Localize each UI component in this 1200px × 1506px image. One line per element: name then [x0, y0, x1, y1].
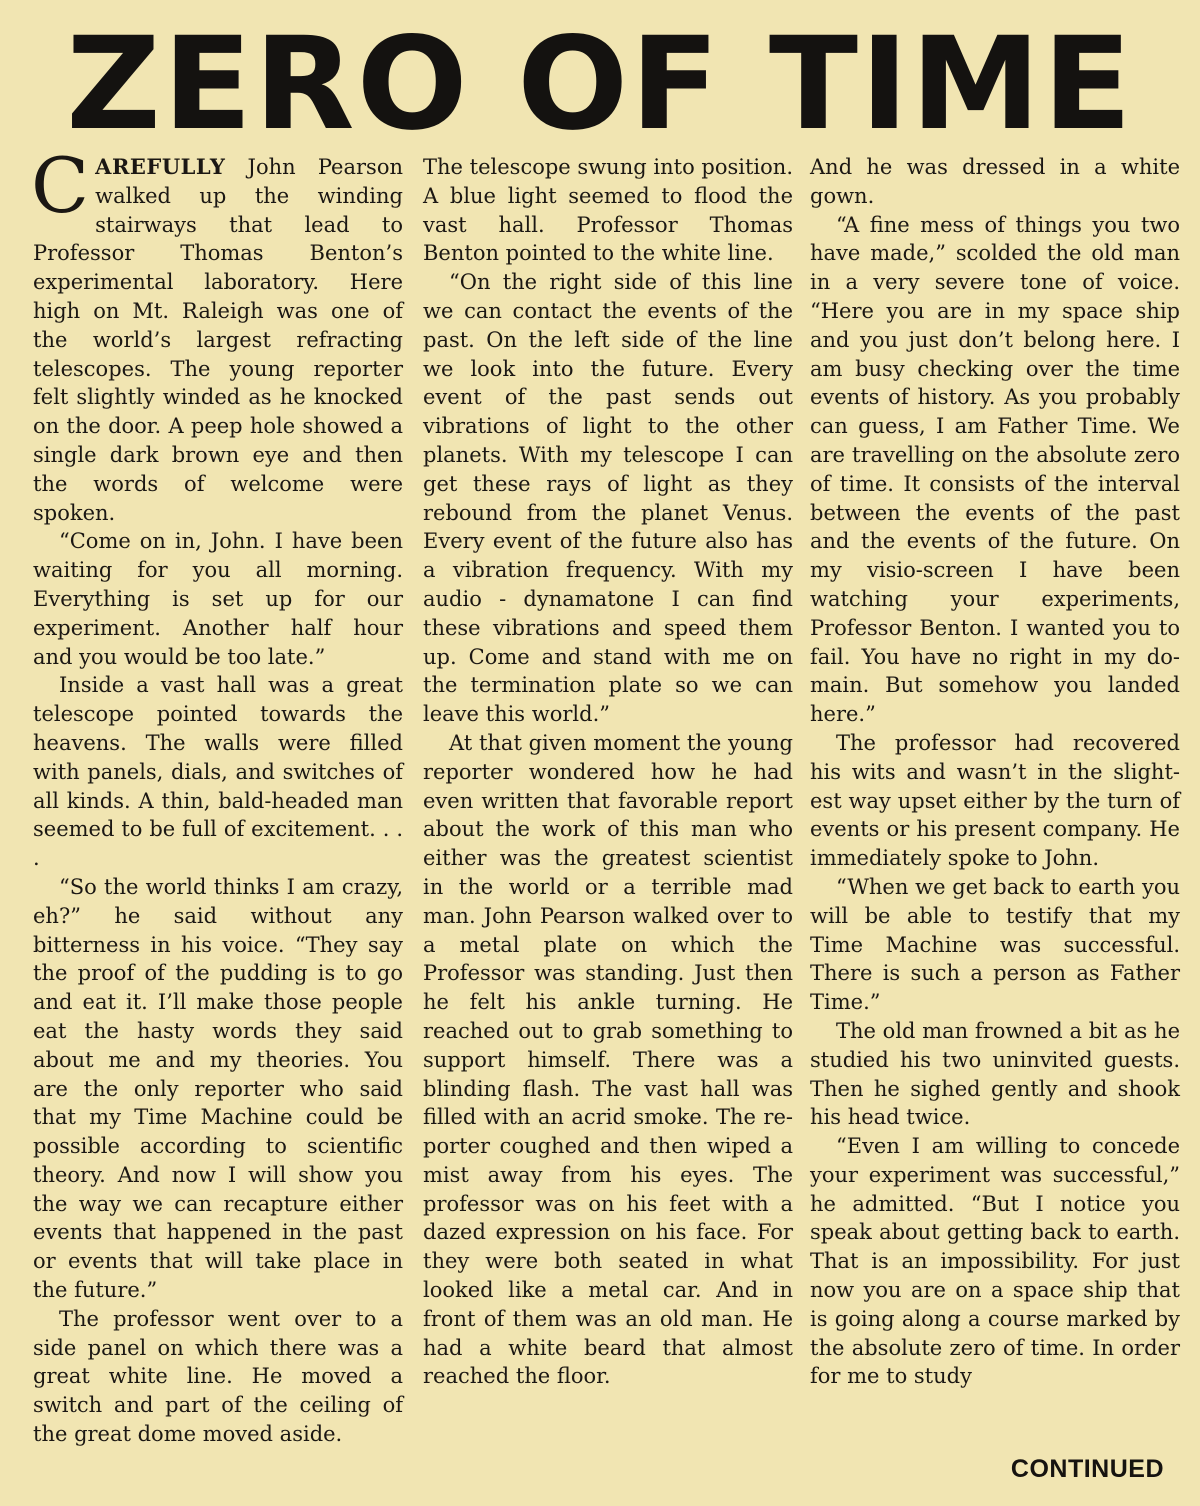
paragraph-1-1 — [31, 141, 403, 527]
paragraph-2-2: “On the right side of this line we can contact the events of the past. On the left side of the line we look into the future. Every event of the past sends out vibrations of light to the other planets. With my telescope I can get these rays of light as they rebound from the planet Venus. Every event of the future also has a vibration frequency. With my audio - dynamatone I can find these vibrations and speed them up. Come and stand with me on the termination plate so we can leave this world.” — [423, 270, 793, 727]
drop-cap: C — [31, 141, 90, 230]
story-title: ZERO OF TIME — [66, 10, 1134, 159]
paragraph-1-5: The professor went over to a side panel on which there was a great white line. He moved a switch and part of the ceiling of the great dome moved aside. — [33, 1306, 403, 1447]
paragraph-text: John Pearson walked up the winding stairways that lead to Professor Thomas Benton’s experimental laboratory. Here high on Mt. Raleigh was one of the world’s largest refracting telescopes. The young reporter felt slightly winded as he knocked on the door. A peep hole showed a single dark brown eye and then the words of welcome were spoken. — [33, 155, 403, 525]
text-column-3 — [810, 153, 1180, 1391]
paragraph-3-2: “A fine mess of things you two have made,” scolded the old man in a very severe tone of voice. “Here you are in my space ship and you just don’t belong here. I am busy checking over the time events of history. As you probably can guess, I am Father Time. We are travelling on the absolute zero of time. It consists of the interval between the events of the past and the events of the future. On my visio-screen I have been watching your experiments, Professor Benton. I wanted you to fail. You have no right in my domain. But somehow you landed here.” — [810, 212, 1180, 727]
text-column-2 — [423, 153, 793, 1391]
continued-label: CONTINUED — [1010, 1455, 1164, 1483]
paragraph-3-3: The professor had recovered his wits and wasn’t in the slightest way upset either by the turn of events or his present company. He immediately spoke to John. — [810, 730, 1180, 871]
paragraph-1-3: Inside a vast hall was a great telescope pointed towards the heavens. The walls were filled with panels, dials, and switches of all kinds. A thin, bald-headed man seemed to be full of excitement. . . . — [33, 673, 403, 871]
paragraph-2-3: At that given moment the young reporter wondered how he had even written that favorable report about the work of this man who either was the greatest scientist in the world or a terrible mad man. John Pearson walked over to a metal plate on which the Professor was standing. Just then he felt his ankle turning. He reached out to grab something to support himself. There was a blinding flash. The vast hall was filled with an acrid smoke. The reporter coughed and then wiped a mist away from his eyes. The professor was on his feet with a dazed expression on his face. For they were both seated in what looked like a metal car. And in front of them was an old man. He had a white beard that almost reached the floor. — [423, 730, 793, 1389]
text-column-1 — [31, 141, 403, 1449]
paragraph-3-5: The old man frowned a bit as he studied his two uninvited guests. Then he sighed gently and shook his head twice. — [810, 1018, 1180, 1130]
paragraph-1-2: “Come on in, John. I have been waiting for you all morning. Everything is set up for our experiment. Another half hour and you would be too late.” — [33, 529, 403, 669]
paragraph-3-1: And he was dressed in a white gown. — [810, 155, 1180, 208]
paragraph-2-1: The telescope swung into position. A blue light seemed to flood the vast hall. Professor Thomas Benton pointed to the white line. — [423, 155, 793, 266]
opening-word: AREFULLY — [95, 154, 226, 179]
paragraph-1-4: “So the world thinks I am crazy, eh?” he said without any bitterness in his voice. “They say the proof of the pudding is to go and eat it. I’ll make those people eat the hasty words they said about me and my theories. You are the only reporter who said that my Time Machine could be possible according to scientific theory. And now I will show you the way we can recapture either events that happened in the past or events that will take place in the future.” — [33, 874, 403, 1303]
paragraph-3-6: “Even I am willing to concede your experiment was successful,” he admitted. “But I notice you speak about getting back to earth. That is an impossibility. For just now you are on a space ship that is going along a course marked by the absolute zero of time. In order for me to study — [810, 1134, 1180, 1389]
paragraph-3-4: “When we get back to earth you will be able to testify that my Time Machine was successful. There is such a person as Father Time.” — [810, 874, 1180, 1015]
